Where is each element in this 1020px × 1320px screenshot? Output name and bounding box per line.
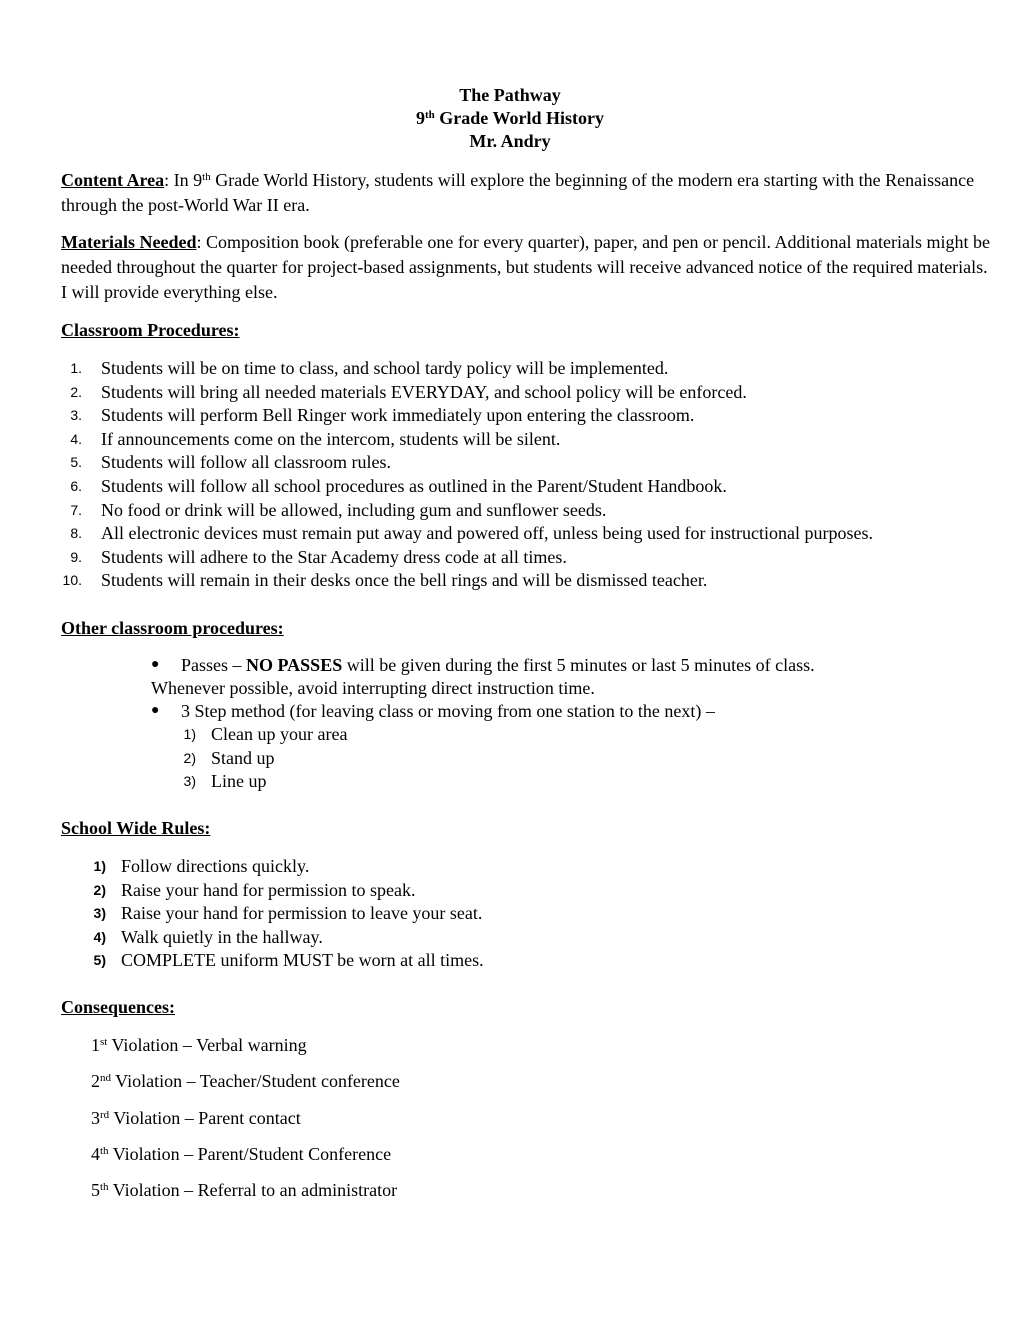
list-item-number: 2) (93, 881, 106, 898)
materials-paragraph: Materials Needed: Composition book (preferable one for every quarter), paper, and pen or pencil. Additional materials might be needed throughout the quarter for project-based assignments, but students will receive advanced notice of the required materials. I will provide everything else. (61, 232, 990, 302)
content-area-label: Content Area (61, 170, 165, 190)
list-item: Walk quietly in the hallway. (121, 926, 323, 947)
list-item: Students will perform Bell Ringer work immediately upon entering the classroom. (101, 405, 695, 426)
passes-item: Passes – NO PASSES will be given during the first 5 minutes or last 5 minutes of class. (181, 655, 815, 675)
materials-label: Materials Needed (61, 232, 197, 252)
consequence-item: 3rd Violation – Parent contact (91, 1107, 301, 1128)
list-item-number: 1) (93, 858, 106, 874)
list-item: If announcements come on the intercom, students will be silent. (101, 428, 561, 449)
list-item-number: 4) (93, 928, 106, 945)
list-item: Students will bring all needed materials EVERYDAY, and school policy will be enforced. (101, 381, 747, 402)
list-item: Stand up (211, 747, 275, 768)
doc-teacher: Mr. Andry (469, 131, 551, 151)
list-item-number: 4. (70, 430, 82, 447)
content-area-paragraph: Content Area: In 9th Grade World History, students will explore the beginning of the modern era starting with the Renaissance through the post-World War II era. (61, 170, 975, 215)
list-item: Students will follow all classroom rules. (101, 452, 391, 473)
list-item-number: 3) (93, 905, 106, 922)
doc-title: The Pathway (459, 85, 561, 105)
consequence-item: 2nd Violation – Teacher/Student conference (91, 1071, 400, 1092)
consequences-heading: Consequences: (61, 997, 176, 1017)
list-item: No food or drink will be allowed, including gum and sunflower seeds. (101, 499, 607, 520)
list-item-number: 5) (93, 952, 106, 969)
list-item: COMPLETE uniform MUST be worn at all times. (121, 950, 484, 971)
consequence-item: 1st Violation – Verbal warning (91, 1035, 307, 1055)
list-item-number: 3) (183, 773, 196, 789)
list-item-number: 1) (183, 726, 196, 742)
list-item-number: 2) (183, 749, 196, 766)
consequence-item: 4th Violation – Parent/Student Conference (91, 1143, 392, 1164)
step-method-item: 3 Step method (for leaving class or moving from one station to the next) – (181, 701, 715, 721)
classroom-procedures-heading: Classroom Procedures: (61, 320, 240, 340)
list-item: Line up (211, 771, 267, 791)
list-item: Follow directions quickly. (121, 856, 310, 876)
list-item: Students will follow all school procedures as outlined in the Parent/Student Handbook. (101, 476, 727, 496)
list-item-number: 7. (70, 501, 82, 518)
list-item-number: 3. (70, 407, 82, 424)
passes-item-line2: Whenever possible, avoid interrupting direct instruction time. (151, 678, 595, 698)
bullet-icon: ● (151, 703, 160, 718)
list-item: Students will be on time to class, and school tardy policy will be implemented. (101, 358, 669, 378)
bullet-icon: ● (151, 657, 160, 672)
list-item-number: 9. (70, 548, 82, 565)
list-item-number: 8. (70, 525, 82, 542)
list-item: Raise your hand for permission to leave your seat. (121, 903, 483, 924)
list-item-number: 1. (70, 360, 82, 376)
list-item-number: 5. (70, 454, 82, 471)
list-item-number: 6. (70, 478, 82, 494)
list-item: Clean up your area (211, 724, 348, 744)
doc-subtitle: 9th Grade World History (416, 108, 604, 128)
list-item: Students will remain in their desks once the bell rings and will be dismissed teacher. (101, 570, 708, 591)
consequence-item: 5th Violation – Referral to an administrator (91, 1180, 398, 1201)
list-item-number: 10. (62, 572, 82, 589)
list-item-number: 2. (70, 383, 82, 400)
list-item: All electronic devices must remain put away and powered off, unless being used for instructional purposes. (101, 523, 873, 544)
list-item: Raise your hand for permission to speak. (121, 879, 416, 900)
other-procedures-heading: Other classroom procedures: (61, 618, 284, 638)
list-item: Students will adhere to the Star Academy dress code at all times. (101, 546, 567, 567)
school-rules-heading: School Wide Rules: (61, 818, 211, 838)
